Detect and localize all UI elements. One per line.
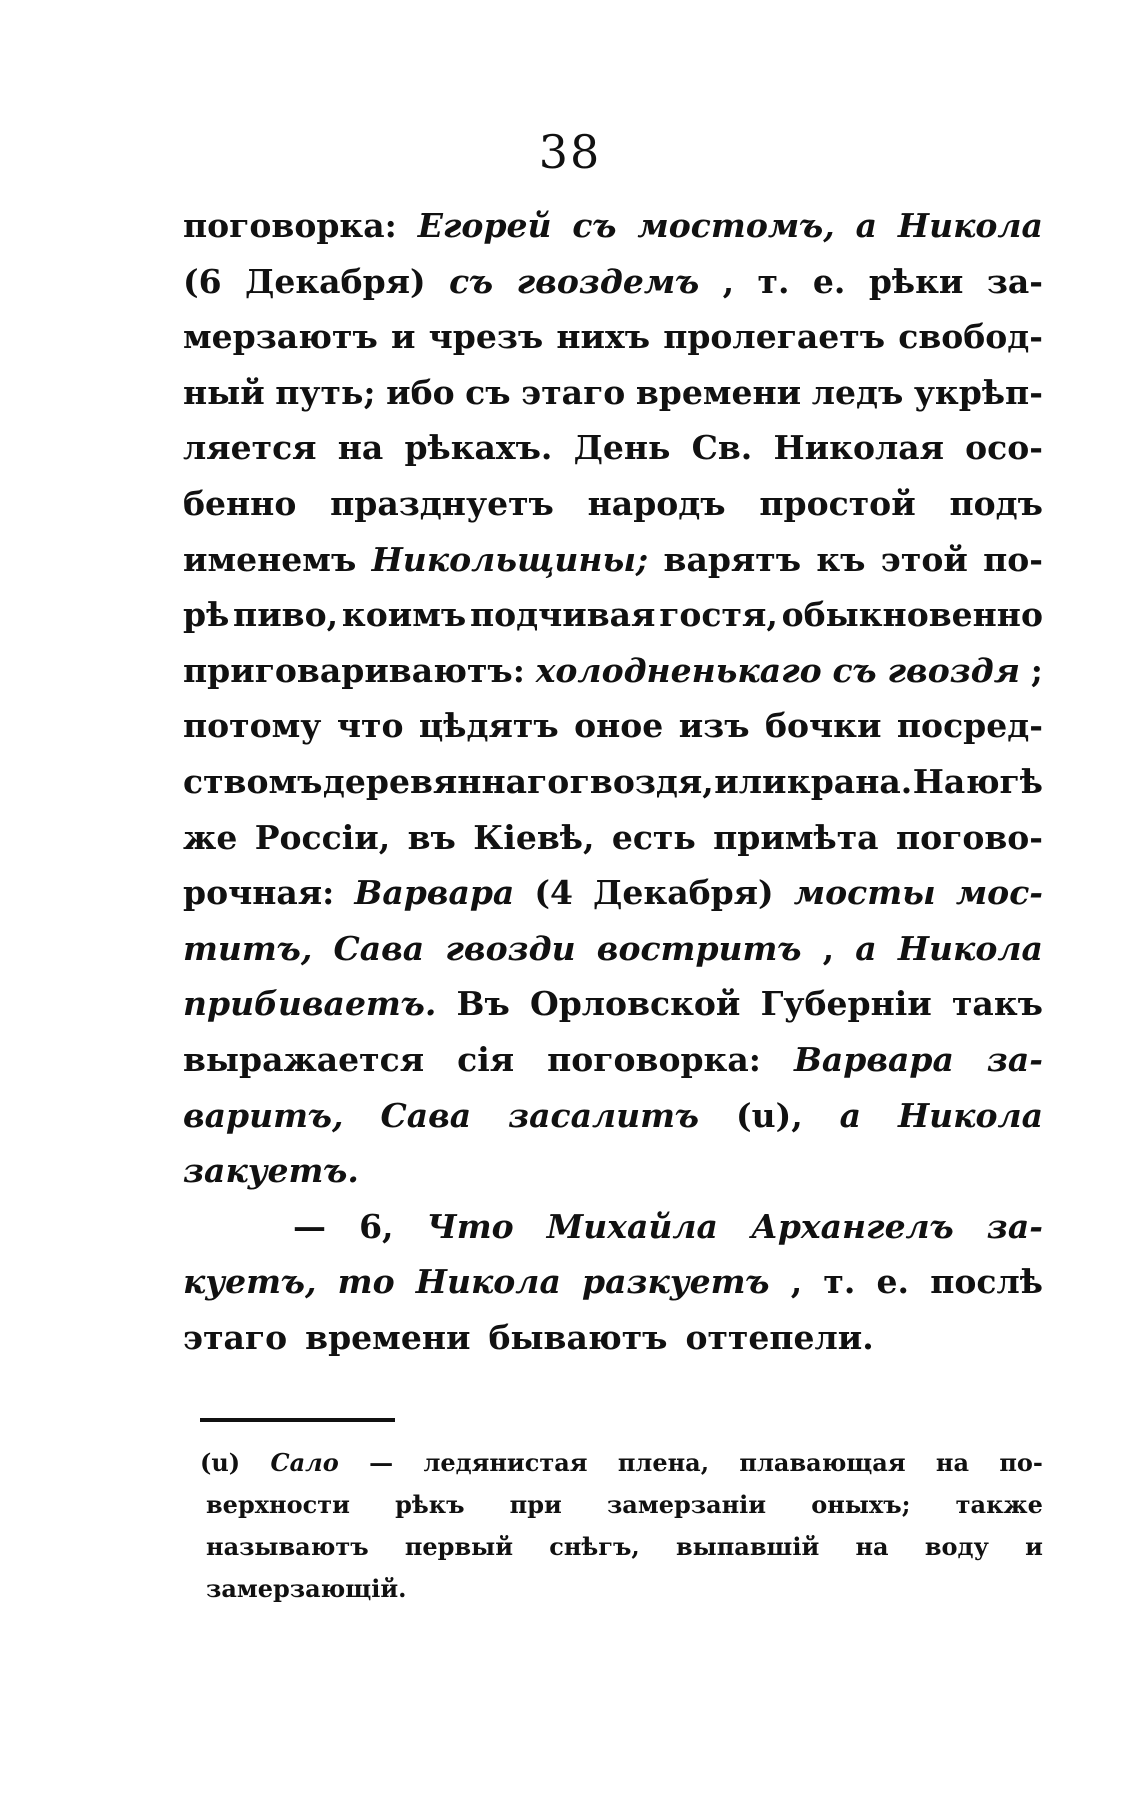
word: по- bbox=[983, 539, 1043, 579]
text-line bbox=[183, 587, 1043, 643]
italic-word: гвоздя bbox=[887, 650, 1020, 690]
word: же bbox=[183, 817, 238, 857]
word: чрезъ bbox=[428, 317, 544, 357]
italic-word: Архангелъ bbox=[750, 1206, 954, 1246]
italic-word: Сава bbox=[333, 928, 425, 968]
italic-word: съ bbox=[832, 650, 877, 690]
italic-word: востритъ bbox=[596, 928, 802, 968]
word: , bbox=[790, 1262, 803, 1302]
italic-word: разкуетъ bbox=[582, 1262, 770, 1302]
text-line bbox=[183, 1088, 1043, 1144]
word: на bbox=[337, 428, 384, 468]
italic-word: холодненькаго bbox=[535, 650, 822, 690]
italic-word: Варвара bbox=[354, 873, 515, 913]
word: въ bbox=[407, 817, 456, 857]
word: выражается bbox=[183, 1039, 425, 1079]
word: е. bbox=[812, 261, 846, 301]
italic-word: Сава bbox=[380, 1095, 472, 1135]
word: деревяннаго bbox=[322, 761, 570, 801]
text-line bbox=[183, 1032, 1043, 1088]
italic-word: Никола bbox=[897, 1095, 1043, 1135]
word: коимъ bbox=[341, 595, 467, 635]
word: ледъ bbox=[811, 372, 904, 412]
word: Въ bbox=[456, 984, 510, 1024]
word: ледянистая bbox=[423, 1448, 588, 1477]
italic-word: мос- bbox=[955, 873, 1043, 913]
italic-word: а bbox=[855, 206, 877, 245]
text-line bbox=[183, 476, 1043, 532]
word: Декабря) bbox=[245, 261, 426, 301]
italic-word: Никола bbox=[897, 928, 1043, 968]
word: осо- bbox=[965, 428, 1043, 468]
italic-word: прибиваетъ. bbox=[183, 984, 437, 1024]
word: при bbox=[509, 1490, 562, 1519]
word: плена, bbox=[617, 1448, 710, 1477]
word: оное bbox=[574, 706, 664, 746]
word: т. bbox=[823, 1262, 856, 1302]
italic-word: гвозди bbox=[445, 928, 576, 968]
italic-word: за- bbox=[986, 1039, 1043, 1079]
footnote bbox=[200, 1442, 1043, 1610]
word: подъ bbox=[949, 483, 1043, 523]
footnote-line bbox=[200, 1526, 1043, 1568]
word: бываютъ bbox=[488, 1317, 668, 1357]
word: пролегаетъ bbox=[663, 317, 886, 357]
word: , bbox=[722, 261, 735, 301]
word: Кіевѣ, bbox=[473, 817, 595, 857]
italic-word: закуетъ. bbox=[183, 1151, 359, 1191]
text-line bbox=[183, 643, 1043, 699]
word: Николая bbox=[773, 428, 944, 468]
word: или bbox=[714, 761, 787, 801]
word: ляется bbox=[183, 428, 317, 468]
word: подчивая bbox=[469, 595, 656, 635]
text-line bbox=[183, 754, 1043, 810]
footnote-divider bbox=[200, 1418, 395, 1422]
word: 6, bbox=[359, 1206, 394, 1246]
word: ибо bbox=[386, 372, 455, 412]
word: На bbox=[912, 761, 966, 801]
word: къ bbox=[816, 539, 866, 579]
word: Россіи, bbox=[254, 817, 391, 857]
word: рѣ bbox=[183, 595, 230, 635]
word: , bbox=[822, 928, 835, 968]
word: по- bbox=[999, 1448, 1043, 1477]
word: рѣкъ bbox=[395, 1490, 465, 1519]
word: бенно bbox=[183, 483, 297, 523]
word: сія bbox=[457, 1039, 515, 1079]
word: оттепели. bbox=[685, 1317, 874, 1357]
word: укрѣп- bbox=[913, 372, 1043, 412]
italic-word: Никольщины; bbox=[371, 539, 649, 579]
word: времени bbox=[635, 372, 802, 412]
word: путь; bbox=[275, 372, 376, 412]
word: приговариваютъ: bbox=[183, 650, 525, 690]
word: поговорка: bbox=[183, 206, 397, 245]
text-line bbox=[183, 254, 1043, 310]
word: рѣки bbox=[868, 261, 964, 301]
italic-word: Егорей bbox=[417, 206, 552, 245]
word: рочная: bbox=[183, 873, 335, 913]
word: бочки bbox=[764, 706, 882, 746]
word: е. bbox=[876, 1262, 910, 1302]
italic-word: титъ, bbox=[183, 928, 313, 968]
word: поговорка: bbox=[547, 1039, 761, 1079]
italic-word: варитъ, bbox=[183, 1095, 344, 1135]
italic-word: съ bbox=[449, 261, 494, 301]
word: (u) bbox=[200, 1448, 241, 1477]
word: послѣ bbox=[930, 1262, 1043, 1302]
word: мерзаютъ bbox=[183, 317, 378, 357]
word: времени bbox=[305, 1317, 471, 1357]
word: День bbox=[573, 428, 671, 468]
footnote-line bbox=[200, 1568, 1043, 1610]
word: этой bbox=[880, 539, 968, 579]
italic-word: а bbox=[855, 928, 877, 968]
word: и bbox=[1025, 1532, 1043, 1561]
word: этаго bbox=[183, 1317, 288, 1357]
word: также bbox=[955, 1490, 1043, 1519]
text-line bbox=[183, 1310, 1043, 1366]
text-line bbox=[183, 198, 1043, 254]
text-line bbox=[183, 921, 1043, 977]
text-line bbox=[183, 1254, 1043, 1310]
text-line bbox=[183, 865, 1043, 921]
word: посред- bbox=[896, 706, 1043, 746]
text-line bbox=[183, 698, 1043, 754]
word: цѣдятъ bbox=[418, 706, 559, 746]
word: первый bbox=[404, 1532, 513, 1561]
word: верхности bbox=[206, 1490, 350, 1519]
word: на bbox=[935, 1448, 970, 1477]
word: изъ bbox=[678, 706, 750, 746]
word: гвоздя, bbox=[569, 761, 714, 801]
page-number: 38 bbox=[538, 125, 602, 179]
footnote-line bbox=[200, 1442, 1043, 1484]
text-line bbox=[183, 1143, 1043, 1199]
italic-word: засалитъ bbox=[508, 1095, 700, 1135]
word: ный bbox=[183, 372, 265, 412]
italic-word: мосты bbox=[793, 873, 936, 913]
text-line bbox=[183, 532, 1043, 588]
body-text bbox=[183, 198, 1043, 1365]
word: (4 bbox=[534, 873, 573, 913]
word: Декабря) bbox=[593, 873, 774, 913]
word: Губерніи bbox=[760, 984, 932, 1024]
word: такъ bbox=[951, 984, 1043, 1024]
word: воду bbox=[924, 1532, 989, 1561]
word: Св. bbox=[691, 428, 753, 468]
text-line bbox=[183, 1199, 1043, 1255]
italic-word: мостомъ, bbox=[637, 206, 835, 245]
italic-word: Никола bbox=[415, 1262, 561, 1302]
word: съ bbox=[465, 372, 511, 412]
word: замерзающій. bbox=[206, 1574, 407, 1603]
word: есть bbox=[611, 817, 696, 857]
text-line bbox=[183, 365, 1043, 421]
italic-word: а bbox=[839, 1095, 862, 1135]
word: оныхъ; bbox=[811, 1490, 911, 1519]
word: снѣгъ, bbox=[549, 1532, 640, 1561]
word: (u), bbox=[735, 1095, 803, 1135]
word: — bbox=[293, 1206, 326, 1246]
word: ствомъ bbox=[183, 761, 323, 801]
word: пиво, bbox=[233, 595, 339, 635]
text-line bbox=[183, 810, 1043, 866]
word: югѣ bbox=[965, 761, 1043, 801]
word: простой bbox=[759, 483, 916, 523]
italic-word: куетъ, bbox=[183, 1262, 317, 1302]
word: Орловской bbox=[529, 984, 741, 1024]
word: свобод- bbox=[898, 317, 1043, 357]
word: нихъ bbox=[556, 317, 651, 357]
word: — bbox=[369, 1448, 394, 1477]
word: плавающая bbox=[739, 1448, 906, 1477]
italic-word: Сало bbox=[270, 1448, 339, 1477]
word: выпавшій bbox=[676, 1532, 820, 1561]
italic-word: Михайла bbox=[546, 1206, 718, 1246]
italic-word: то bbox=[337, 1262, 395, 1302]
italic-word: гвоздемъ bbox=[516, 261, 700, 301]
italic-word: съ bbox=[572, 206, 617, 245]
word: (6 bbox=[183, 261, 222, 301]
word: именемъ bbox=[183, 539, 357, 579]
text-line bbox=[183, 309, 1043, 365]
word: погово- bbox=[895, 817, 1043, 857]
italic-word: Что bbox=[426, 1206, 514, 1246]
word: на bbox=[855, 1532, 889, 1561]
word: что bbox=[336, 706, 404, 746]
italic-word: Варвара bbox=[793, 1039, 954, 1079]
word: обыкновенно bbox=[781, 595, 1043, 635]
word: крана. bbox=[786, 761, 913, 801]
word: потому bbox=[183, 706, 322, 746]
text-line bbox=[183, 976, 1043, 1032]
text-line bbox=[183, 420, 1043, 476]
word: и bbox=[390, 317, 416, 357]
word: варятъ bbox=[663, 539, 802, 579]
word: ; bbox=[1030, 650, 1043, 690]
word: рѣкахъ. bbox=[404, 428, 553, 468]
italic-word: за- bbox=[986, 1206, 1043, 1246]
word: т. bbox=[757, 261, 790, 301]
word: называютъ bbox=[206, 1532, 369, 1561]
word: замерзаніи bbox=[606, 1490, 767, 1519]
word: примѣта bbox=[713, 817, 879, 857]
word: гостя, bbox=[659, 595, 778, 635]
word: празднуетъ bbox=[330, 483, 554, 523]
word: народъ bbox=[587, 483, 726, 523]
word: этаго bbox=[521, 372, 626, 412]
word: за- bbox=[986, 261, 1043, 301]
footnote-line bbox=[200, 1484, 1043, 1526]
italic-word: Никола bbox=[897, 206, 1043, 245]
